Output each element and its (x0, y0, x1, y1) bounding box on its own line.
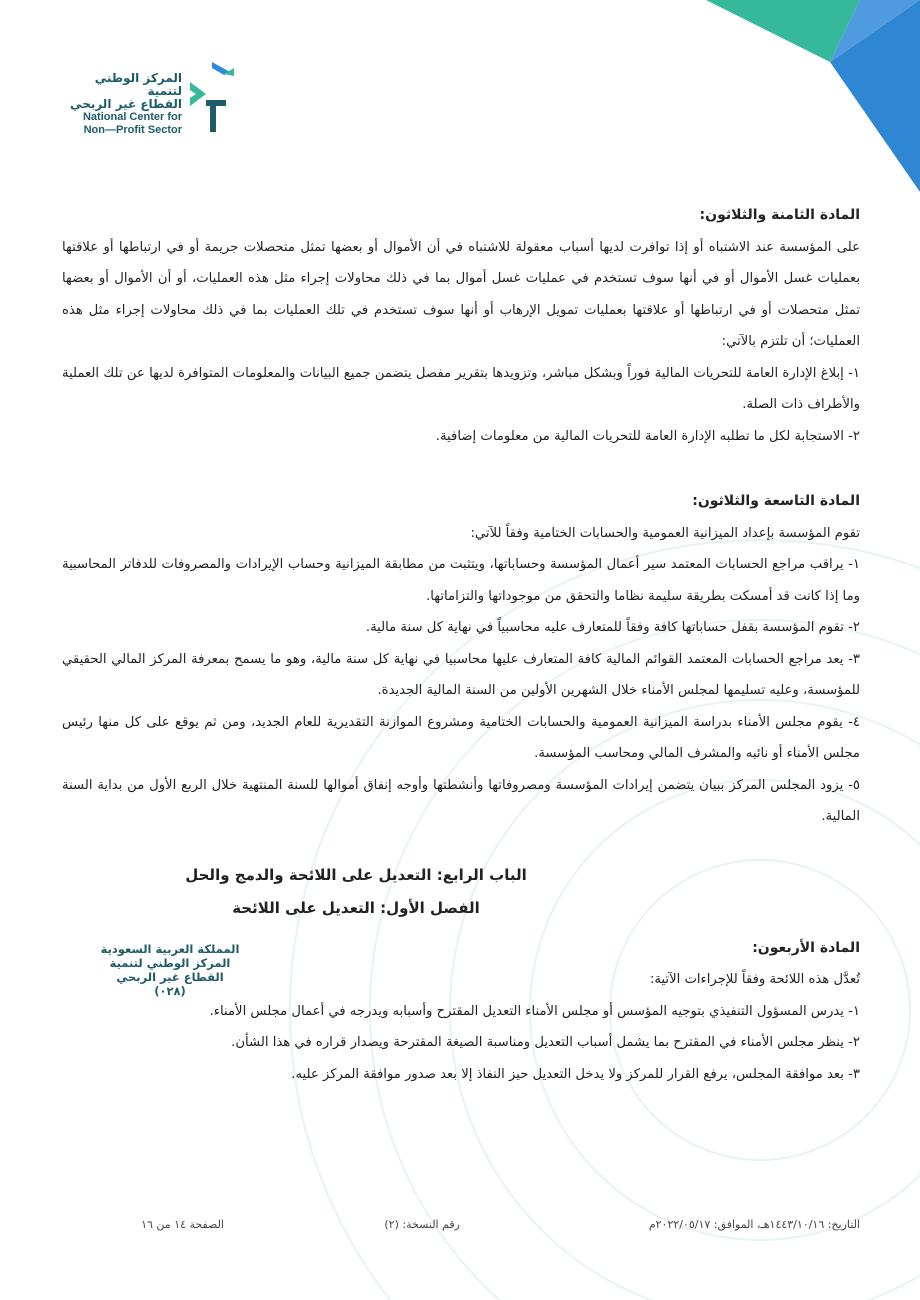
footer-version: رقم النسخة: (٢) (384, 1218, 460, 1231)
logo-mark-icon (186, 60, 242, 136)
logo-text (70, 72, 182, 137)
article-39-item: ٢- تقوم المؤسسة بقفل حساباتها كافة وفقاً للمتعارف عليه محاسبياً في نهاية كل سنة مالية. (365, 620, 860, 635)
stamp-number: (٠٢٨) (154, 984, 186, 998)
article-40-intro: تُعدَّل هذه اللائحة وفقاً للإجراءات الآتية: (649, 972, 860, 987)
footer-page-number: الصفحة ١٤ من ١٦ (141, 1218, 224, 1231)
article-39-item: ٣- يعد مراجع الحسابات المعتمد القوائم المالية كافة المتعارف عليها محاسبيا في نهاية كل سنة مالية، وهو ما يسمح بمعرفة المركز المالي الحقيقي للمؤسسة، وعليه تسليمها لمجلس الأمناء خلال الشهرين الأولين من السنة المالية الجديدة. (62, 651, 860, 698)
article-40-item: ٢- ينظر مجلس الأمناء في المقترح بما يشمل أسباب التعديل ومناسبة الصيغة المقترحة ويصدار قراره في هذا الشأن. (231, 1035, 860, 1050)
article-39-intro: تقوم المؤسسة بإعداد الميزانية العمومية والحسابات الختامية وفقاً للآتي: (470, 525, 860, 541)
footer-date: التاريخ: ١٤٤٣/١٠/١٦هـ، الموافق: ٢٠٢٢/٠٥/١٧م (648, 1218, 860, 1231)
official-stamp (100, 942, 240, 998)
section-title: الفصل الأول: التعديل على اللائحة (232, 898, 480, 917)
article-39-title: المادة التاسعة والثلاثون: (692, 493, 860, 509)
article-40-title: المادة الأربعون: (752, 939, 860, 956)
article-40-item: ١- يدرس المسؤول التنفيذي بتوجيه المؤسس أو مجلس الأمناء التعديل المقترح وأسبابه ويدرجه في أعمال مجلس الأمناء. (209, 1003, 860, 1019)
organization-logo (70, 60, 250, 140)
article-38-title: المادة الثامنة والثلاثون: (699, 207, 860, 223)
article-38-item: ٢- الاستجابة لكل ما تطلبه الإدارة العامة للتحريات المالية من معلومات إضافية. (435, 428, 860, 444)
logo-arabic-line2: القطاع غير الربحي (70, 97, 182, 111)
article-38-intro: على المؤسسة عند الاشتباه أو إذا توافرت لديها أسباب معقولة للاشتباه في أن الأموال أو بعضها تمثل متحصلات جريمة أو في ارتباطها أو علاقتها بعمليات غسل الأموال أو في أنها سوف تستخدم في عمليات غسل أموال بما في ذلك محاولات إجراء مثل هذه العمليات، أو أن الأموال أو بعضها تمثل متحصلات أو في ارتباطها أو علاقتها بعمليات تمويل الإرهاب أو أنها سوف تستخدم في تلك العمليات بما في ذلك محاولات إجراء مثل هذه العمليات؛ أن تلتزم بالآتي: (62, 239, 860, 349)
article-39-item: ٥- يزود المجلس المركز ببيان يتضمن إيرادات المؤسسة ومصروفاتها وأنشطتها وأوجه إنفاق أموالها للسنة المنتهية خلال الربع الأول من بداية السنة المالية. (62, 777, 860, 824)
logo-english-line1: National Center for (82, 111, 182, 123)
corner-blue-shade (830, 0, 920, 62)
article-39-item: ٤- يقوم مجلس الأمناء بدراسة الميزانية العمومية والحسابات الختامية ومشروع الموازنة التقديرية للعام الجديد، ومن ثم يوقع على كل منها رئيس مجلس الأمناء أو نائبه والمشرف المالي ومحاسب المؤسسة. (62, 714, 860, 761)
article-39-item: ١- يراقب مراجع الحسابات المعتمد سير أعمال المؤسسة وحساباتها، ويتثبت من مطابقة الميزانية وحساب الإيرادات والمصروفات للدفاتر المحاسبية وما إذا كانت قد أمسكت بطريقة سليمة نظاما والتحقق من موجوداتها والتزاماتها. (62, 557, 860, 604)
stamp-line2: المركز الوطني لتنمية (109, 956, 231, 970)
stamp-line1: المملكة العربية السعودية (100, 942, 240, 956)
chapter-title: الباب الرابع: التعديل على اللائحة والدمج والحل (185, 865, 527, 884)
article-38-item: ١- إبلاغ الإدارة العامة للتحريات المالية فوراً وبشكل مباشر، وتزويدها بتقرير مفصل يتضمن جميع البيانات والمعلومات المتوافرة لديها عن تلك العملية والأطراف ذات الصلة. (62, 365, 860, 412)
logo-arabic-line1: المركز الوطني لتنمية (94, 71, 182, 98)
logo-english-line2: Non—Profit Sector (83, 124, 182, 136)
article-40-item: ٣- بعد موافقة المجلس، يرفع القرار للمركز ولا يدخل التعديل حيز النفاذ إلا بعد صدور موافقة المركز عليه. (291, 1066, 860, 1082)
stamp-line3: القطاع غير الربحي (116, 970, 224, 984)
corner-green-shape (706, 0, 860, 62)
corner-blue-shape (830, 0, 920, 192)
